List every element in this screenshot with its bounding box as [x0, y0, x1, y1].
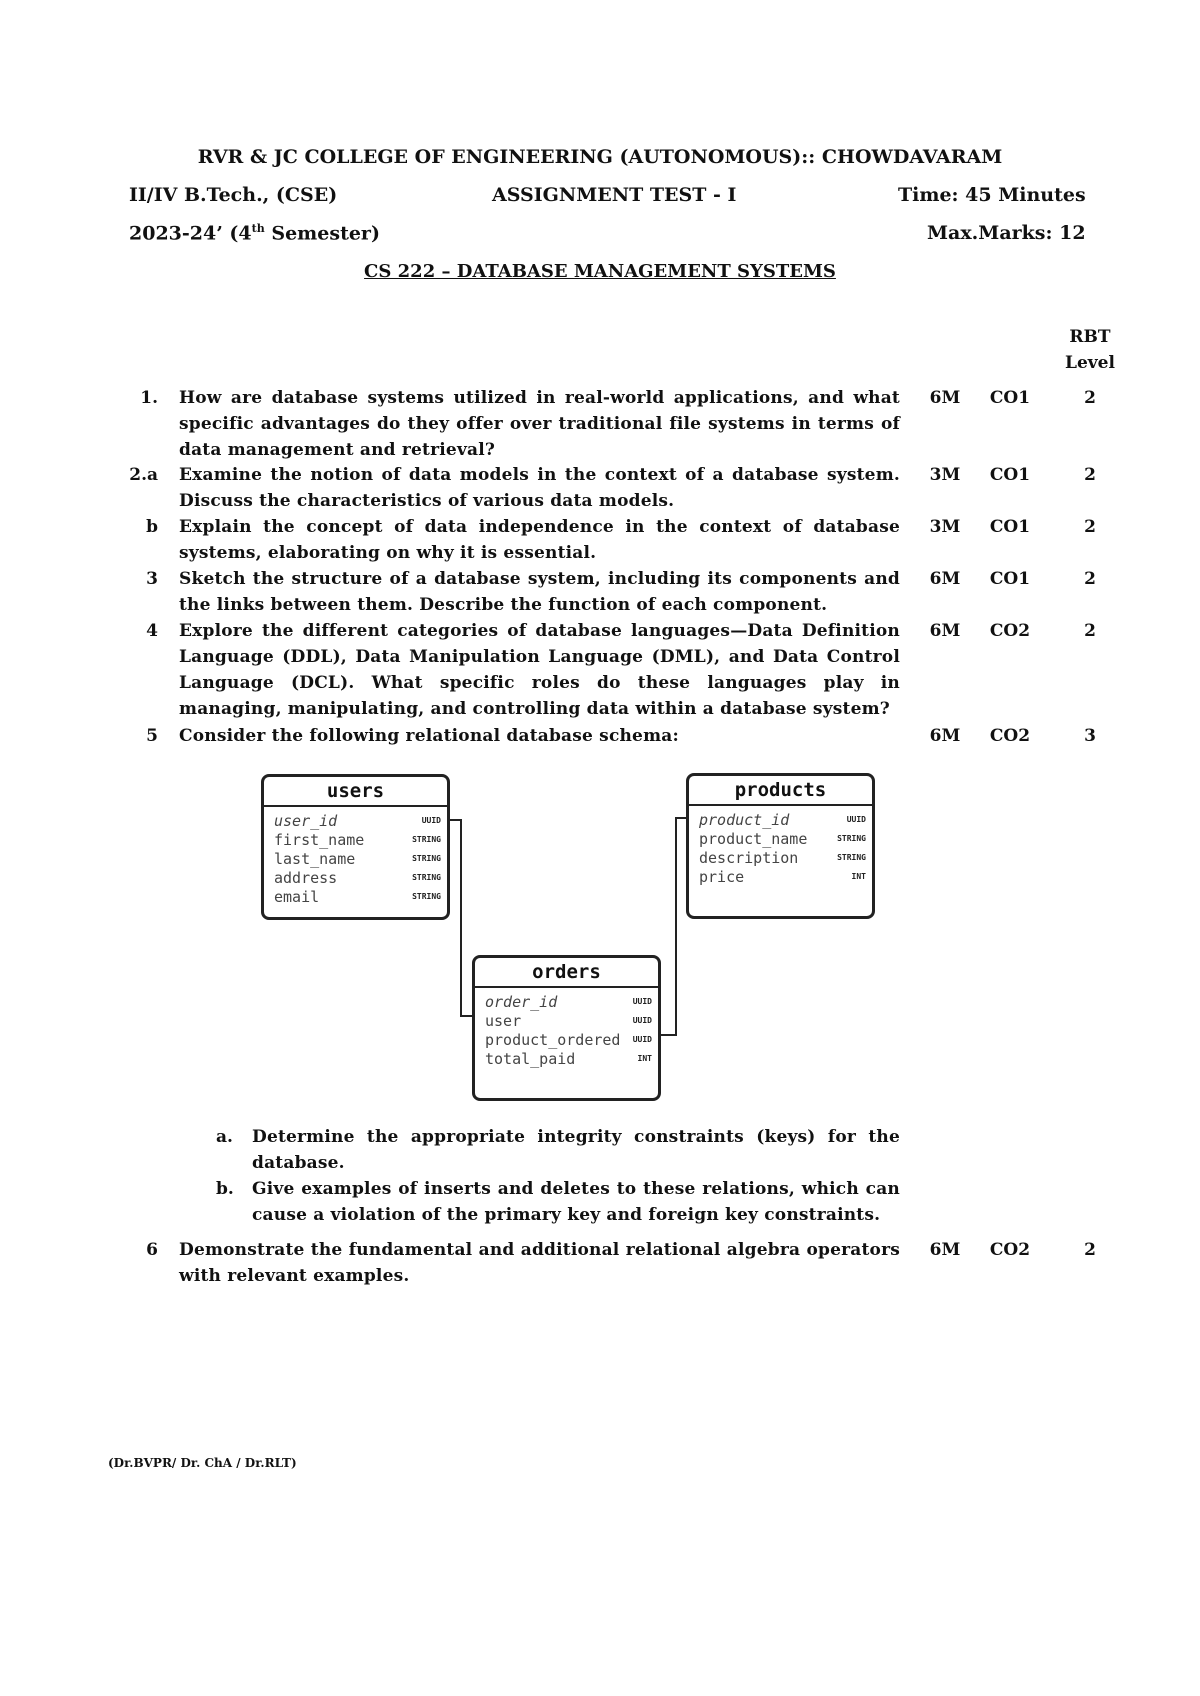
- users-table-title: users: [264, 777, 447, 807]
- orders-field-row: [475, 1011, 658, 1030]
- orders-table-title: orders: [475, 958, 658, 988]
- users-table: [261, 774, 450, 920]
- question-marks: 6M: [929, 1240, 961, 1260]
- products-table-title: products: [689, 776, 872, 806]
- products-field-name: product_name: [699, 829, 808, 848]
- users-field-type: STRING: [412, 835, 441, 844]
- users-field-type: STRING: [412, 892, 441, 901]
- link-users-orders: [446, 820, 474, 1016]
- products-field-name: description: [699, 848, 799, 867]
- users-field-row: [264, 849, 447, 868]
- orders-field-name: user: [485, 1011, 522, 1030]
- program-label: II/IV B.Tech., (CSE): [129, 184, 338, 206]
- time-label: Time: 45 Minutes: [898, 184, 1086, 206]
- question-text: Sketch the structure of a database system, including its components and the links between them. Describe the function of each component.: [179, 569, 900, 615]
- products-field-type: STRING: [837, 853, 866, 862]
- question-rbt: 2: [1084, 388, 1096, 408]
- test-label: ASSIGNMENT TEST - I: [492, 184, 737, 206]
- link-products-orders: [660, 818, 686, 1035]
- orders-field-name: product_ordered: [485, 1030, 621, 1049]
- products-field-name: price: [699, 867, 745, 886]
- question-co: CO2: [989, 1240, 1031, 1260]
- orders-field-row: [475, 1030, 658, 1049]
- users-field-name: first_name: [274, 830, 365, 849]
- question-co: CO2: [989, 621, 1031, 641]
- orders-field-type: INT: [637, 1054, 652, 1063]
- question-marks: 3M: [929, 465, 961, 485]
- users-field-row: [264, 830, 447, 849]
- products-field-type: INT: [851, 872, 866, 881]
- users-field-type: UUID: [421, 816, 441, 825]
- question-text: How are database systems utilized in real-world applications, and what specific advantages do they offer over traditional file systems in terms of data management and retrieval?: [179, 388, 900, 460]
- question-co: CO2: [989, 726, 1031, 746]
- question-number: 4: [146, 621, 158, 641]
- question-text: Consider the following relational database schema:: [179, 726, 679, 746]
- products-field-type: UUID: [846, 815, 866, 824]
- max-marks-label: Max.Marks: 12: [927, 222, 1086, 244]
- orders-field-type: UUID: [632, 1035, 652, 1044]
- users-field-row: [264, 811, 447, 830]
- orders-field-name: order_id: [485, 992, 558, 1011]
- users-field-row: [264, 887, 447, 906]
- users-field-name: address: [274, 868, 338, 887]
- rbt-heading-2: Level: [1065, 353, 1115, 373]
- question-rbt: 2: [1084, 569, 1096, 589]
- orders-field-row: [475, 992, 658, 1011]
- question-number: b: [146, 517, 158, 537]
- question-co: CO1: [989, 465, 1031, 485]
- year-tail: Semester): [264, 222, 380, 245]
- subpart-b-letter: b.: [216, 1179, 234, 1199]
- question-number: 1.: [140, 388, 158, 408]
- question-marks: 3M: [929, 517, 961, 537]
- orders-table: [472, 955, 661, 1101]
- question-number: 5: [146, 726, 158, 746]
- users-field-name: user_id: [274, 811, 338, 830]
- question-rbt: 2: [1084, 465, 1096, 485]
- question-text: Examine the notion of data models in the context of a database system. Discuss the characteristics of various data models.: [179, 465, 900, 511]
- year-text: 2023-24’ (4: [129, 222, 252, 245]
- subpart-a-letter: a.: [216, 1127, 233, 1147]
- question-rbt: 3: [1084, 726, 1096, 746]
- users-field-type: STRING: [412, 854, 441, 863]
- footer-initials: (Dr.BVPR/ Dr. ChA / Dr.RLT): [108, 1456, 297, 1470]
- users-field-name: last_name: [274, 849, 356, 868]
- orders-field-type: UUID: [632, 1016, 652, 1025]
- question-text: Demonstrate the fundamental and additional relational algebra operators with relevant examples.: [179, 1240, 900, 1286]
- question-text: Explain the concept of data independence in the context of database systems, elaborating on why it is essential.: [179, 517, 900, 563]
- question-marks: 6M: [929, 726, 961, 746]
- rbt-heading-1: RBT: [1069, 327, 1111, 347]
- orders-field-name: total_paid: [485, 1049, 576, 1068]
- products-field-type: STRING: [837, 834, 866, 843]
- users-field-name: email: [274, 887, 320, 906]
- question-co: CO1: [989, 517, 1031, 537]
- college-title: RVR & JC COLLEGE OF ENGINEERING (AUTONOMOUS):: CHOWDAVARAM: [197, 146, 1003, 168]
- question-rbt: 2: [1084, 621, 1096, 641]
- products-field-name: product_id: [699, 810, 790, 829]
- orders-field-row: [475, 1049, 658, 1068]
- products-field-row: [689, 810, 872, 829]
- year-sup: th: [251, 222, 265, 235]
- subpart-a-text: Determine the appropriate integrity constraints (keys) for the database.: [252, 1127, 900, 1173]
- question-marks: 6M: [929, 621, 961, 641]
- subpart-b-text: Give examples of inserts and deletes to these relations, which can cause a violation of the primary key and foreign key constraints.: [252, 1179, 900, 1225]
- orders-field-type: UUID: [632, 997, 652, 1006]
- question-text: Explore the different categories of database languages—Data Definition Language (DDL), Data Manipulation Language (DML), and Data Control Language (DCL). What specific roles do these languages play in managing, manipulating, and controlling data within a database system?: [179, 621, 900, 719]
- products-table: [686, 773, 875, 919]
- question-rbt: 2: [1084, 1240, 1096, 1260]
- question-marks: 6M: [929, 388, 961, 408]
- question-number: 3: [146, 569, 158, 589]
- products-field-row: [689, 848, 872, 867]
- question-co: CO1: [989, 388, 1031, 408]
- question-number: 6: [146, 1240, 158, 1260]
- products-field-row: [689, 829, 872, 848]
- users-field-row: [264, 868, 447, 887]
- products-field-row: [689, 867, 872, 886]
- question-number: 2.a: [129, 465, 158, 485]
- question-co: CO1: [989, 569, 1031, 589]
- course-title: CS 222 – DATABASE MANAGEMENT SYSTEMS: [364, 261, 836, 282]
- question-marks: 6M: [929, 569, 961, 589]
- question-rbt: 2: [1084, 517, 1096, 537]
- users-field-type: STRING: [412, 873, 441, 882]
